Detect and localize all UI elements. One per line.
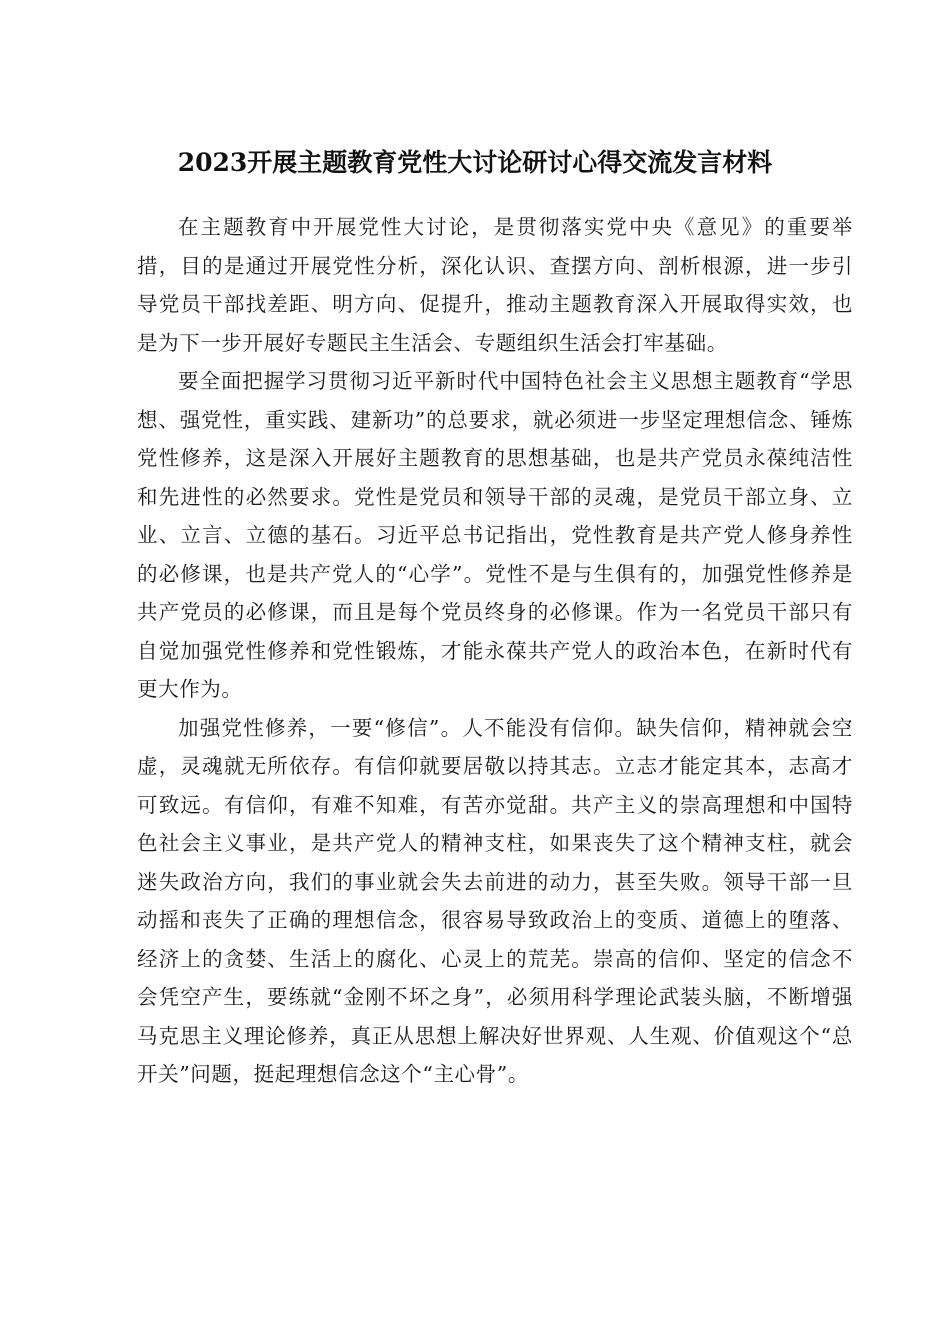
paragraph-2: 要全面把握学习贯彻习近平新时代中国特色社会主义思想主题教育“学思想、强党性，重实践、建新功”的总要求，就必须进一步坚定理想信念、锤炼党性修养，这是深入开展好主题教育的思想基础，也是共产党员永葆纯洁性和先进性的必然要求。党性是党员和领导干部的灵魂，是党员干部立身、立业、立言、立德的基石。习近平总书记指出，党性教育是共产党人修身养性的必修课，也是共产党人的“心学”。党性不是与生俱有的，加强党性修养是共产党员的必修课，而且是每个党员终身的必修课。作为一名党员干部只有自觉加强党性修养和党性锻炼，才能永葆共产党人的政治本色，在新时代有更大作为。 bbox=[137, 369, 853, 701]
document-title: 2023开展主题教育党性大讨论研讨心得交流发言材料 bbox=[177, 147, 773, 177]
paragraph-1: 在主题教育中开展党性大讨论，是贯彻落实党中央《意见》的重要举措，目的是通过开展党性分析，深化认识、查摆方向、剖析根源，进一步引导党员干部找差距、明方向、促提升，推动主题教育深入开展取得实效，也是为下一步开展好专题民主生活会、专题组织生活会打牢基础。 bbox=[137, 215, 853, 355]
document-body bbox=[137, 208, 853, 1094]
paragraph-3: 加强党性修养，一要“修信”。人不能没有信仰。缺失信仰，精神就会空虚，灵魂就无所依存。有信仰就要居敬以持其志。立志才能定其本，志高才可致远。有信仰，有难不知难，有苦亦觉甜。共产主义的崇高理想和中国特色社会主义事业，是共产党人的精神支柱，如果丧失了这个精神支柱，就会迷失政治方向，我们的事业就会失去前进的动力，甚至失败。领导干部一旦动摇和丧失了正确的理想信念，很容易导致政治上的变质、道德上的堕落、经济上的贪婪、生活上的腐化、心灵上的荒芜。崇高的信仰、坚定的信念不会凭空产生，要练就“金刚不坏之身”，必须用科学理论武装头脑，不断增强马克思主义理论修养，真正从思想上解决好世界观、人生观、价值观这个“总开关”问题，挺起理想信念这个“主心骨”。 bbox=[137, 715, 853, 1086]
